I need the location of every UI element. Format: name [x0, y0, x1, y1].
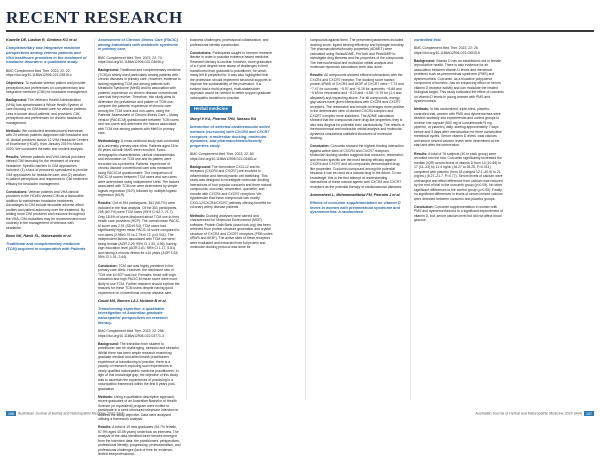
section-text: A cross-sectional study was conducted at a university primary care clinic. Patients aged 18 to 80 years old with MetS were recruited. Socio-demographic characteristics, clinical characteristics and information on TCM use and its pattern were recorded via a proforma. Patients' experience of chronic disease conventional care was measured using PACIC-M questionnaire. The comparison of PACIC-M scores between TCM users and non-users were determined using independent t-test. The factors associated with TCM use were determined by simple logistic regression (SLR) followed by multiple logistic regression (MLR). — [98, 139, 180, 198]
article-title[interactable]: controlled trial. — [414, 38, 442, 42]
abstract-conclusions — [310, 144, 405, 189]
section-text: TCM use was highly prevalent in the primary care clinic. However, the disclosure rate of TCM use to HCP was low. Females, those with high education and high PACIC-M mean score were more likely to use TCM. Further research should explore the reasons for these TCM users despite having good experience on conventional chronic disease care. — [98, 263, 180, 295]
article-authors: Ameeraheel L, Mohammadibeld FM, Peeraim J et al. — [310, 192, 401, 197]
heading-rule — [6, 30, 594, 32]
page-number-right: 157 — [586, 411, 592, 416]
abstract-conclusion — [98, 264, 181, 296]
abstract-background — [414, 59, 504, 104]
article-citation[interactable]: BMC Complement Med Ther. 2022; 22: 298. https://doi.org/10.1186/s12906-022-03771-3 — [98, 329, 165, 338]
section-text: Vitamin D has an established role in female reproductive health. There is also evidence for an association between vitamin D levels and menstrual problems such as premenstrual syndrome (PMS) and dysmenorrhea. Curcumin, as a bioactive polyphenol component of turmeric, has an enhancing effect on serum vitamin D receptor activity and can modulate the related biological target. This study evaluated the effect of curcumin on vitamin D levels in young women with PMS and dysmenorrhea. — [414, 58, 504, 104]
abstract-results — [310, 73, 405, 141]
abstract-results — [98, 425, 181, 457]
section-label: Background: — [190, 164, 211, 169]
abstract-background — [190, 165, 273, 210]
abstract-background — [98, 342, 181, 392]
article-citation[interactable]: BMC Complement Med Ther. 2022; 22: 74. https://doi.org/10.1186/s12906-022-03546-y — [98, 55, 164, 65]
section-label: Methods: — [6, 128, 22, 133]
section-label: Conclusions: — [6, 189, 28, 194]
section-text: Participants sought to become research literate in order to practise evidence based medicine. Research literacy is unclear, however, more graduates of a 4 year degree were aware of challenges in their transitioned from graduate to practitioner, for which many felt ill prepared for. It was also highlighted that the profession should implement structural supports to improve the sustainability of the profession. It is evident that a multi-pronged, multi-stakeholder approach would be needed to better support graduate naturopaths transition to practice. — [190, 50, 273, 100]
article-authors: Kuwelle DE, Liadow R, Gimbera KG et al. — [6, 38, 78, 42]
abstract-conclusion — [414, 205, 504, 223]
article-citation[interactable]: BMC Complement Med Ther. 2022; 22: 22. https://doi.org/10.1186/s12906-021-03515-x — [6, 68, 72, 77]
section-text: Curcumin showed the highest binding interaction against active sites of CXCR4 and CXCR7 receptors. Molecular docking studies suggests that curcumin, resveratrol, and emodin specific are the most binding efficacy against CXCR4 and CXCR7 and all compounds demonstrated drug-like properties. Curcumin compound among the potential because it can be used as a natural drug in the future. To our knowledge, this is the first attempt at understanding interactions of these natural agents with CXCR4 and CXCR7 receptors as the potential therapy of cardiovascular diseases. — [310, 144, 404, 189]
column-divider — [305, 38, 306, 400]
article-title[interactable]: Complementary and integrative medicine perspectives among veteran patients and VHA healthcare providers in the treatment of headache disorders: a qualitative study. — [6, 46, 87, 65]
section-label: Results: — [6, 154, 20, 159]
section-text: Curcumin supplementation in women with PMS and dysmenorrhea led to a significant improvement of vitamin D, but, serum calcium level but did not affect blood glucose. — [414, 204, 503, 223]
section-heading: RECENT RESEARCH — [6, 8, 183, 27]
article-title[interactable]: Assessment of Chronic Illness Care (PACIC) among individuals with metabolic syndrome in primary care. — [98, 38, 178, 52]
abstract-background — [6, 98, 89, 125]
column-2 — [98, 38, 181, 457]
page-footer — [6, 410, 594, 417]
section-label: Background: — [98, 68, 119, 73]
abstract-results — [414, 152, 504, 202]
section-label: Conclusion: — [98, 263, 118, 268]
section-text: The Veterans Health Administration (VHA) has spearheaded a Whole Health System of care focusing on CIM-based care for veteran patients. Less is known about patients' and providers' CIM perceptions and preferences for chronic headache management. — [6, 98, 87, 125]
continued-text: business challenges; professional collaboration; and professional identity construction. — [190, 38, 269, 47]
abstract-conclusions — [6, 190, 89, 231]
article-title[interactable]: Interaction of selected cardiovascular active extracts (curcumin) with CXCR4 and CXCR7 receptors: a molecular docking, molecular dynamics, and pharmacokinetic/toxicity properties study. — [190, 125, 270, 149]
section-text: Veteran patients and VHA clinical providers in the HCoEs viewed CIM as a favourable addition to mainstream headache treatments. Advantages to CIM include favorable adverse effect profiles and patient autonomy over the treatment. By adding more CIM providers and resource throughout the VHA, CIM modalities may be recommended more routinely in the management of veterans with headache. — [6, 189, 87, 230]
section-label: Results: — [98, 425, 112, 430]
section-label: Methods: — [190, 213, 206, 218]
column-divider — [410, 38, 411, 400]
journal-name-right: Australian Journal of Herbal and Naturopathic Medicine 2022 34(4) — [475, 411, 582, 416]
column-3 — [190, 38, 273, 400]
article-citation[interactable]: BMC Complement Med Ther. 2022; 22: 26. https://doi.org/10.1186/s12906-022-03515-6 — [414, 46, 480, 55]
abstract-objectives — [6, 81, 89, 95]
section-label: Methods: — [98, 394, 114, 399]
section-label: Methods: — [414, 107, 430, 112]
section-text: All compounds showed efficient interactions with the CXCR4 and CXCR7 receptor. The docking score toward protein 4RWS of CXCR4 and 6K3P of CXCR7 were −7.73 and −7.47 for curcumin, −5.97 and −6.19 for quercetin, −5.66 and −5.65 for resveratrol and −5.23 and −4.98, −5.79 for (1,4 and alkylated)-aryl-inspecting above. For all compounds, energy gap values have given interactions with CXCR4 and CXCR7 receptors. The resveratrol and emodin leverages more positive in the determinant view of docked CXCR4 complex and CXCR7 complex more stabilized. The ADME calculation showed that the compounds have drug-like properties; they is also less illogical for potential toxic cardiotoxicity. The results of thermochemical and molecular orbital analysis and molecular dynamics simulations validated structures of molecular docking. — [310, 73, 405, 141]
section-text: Using a qualitative descriptive approach, recent graduates of an Australian Bachelor of Health Science (or equivalent) program were invited to participate in a semi-structured telephone interview to address the study objective. Data were analysed utilising a framework analysis. — [98, 394, 179, 422]
column-5 — [414, 38, 504, 400]
journal-name-left: Australian Journal of Herbal and Naturopathic Medicine 2022 34(4) — [18, 411, 125, 416]
section-text: Traditional and complementary medicine (TCM) is widely used particularly among patients with chronic diseases in primary care. However, evidence is lacking regarding TCM use among patients with Metabolic Syndrome (MetS) and its association with patients' experience on chronic disease conventional care that they receive. Therefore, this study aims to determine the prevalence and pattern of TCM use; compare the patients' experience of chronic care among the TCM users and non-users, using the Patients' Assessment of Chronic Illness Care – Malay version (PACIC-M) questionnaire between TCM users and non-users and determine the factors associated with TCM use among patients with MetS in primary care. — [98, 68, 181, 136]
column-4 — [310, 38, 405, 400]
section-label: Conclusion: — [310, 144, 330, 149]
abstract-methods — [190, 214, 273, 250]
section-label: Background: — [6, 98, 27, 103]
section-label: Results: — [98, 201, 112, 206]
section-label: Results: — [310, 73, 324, 78]
abstract-results — [98, 201, 181, 260]
abstract-results — [6, 155, 89, 187]
section-label: Conclusion: — [414, 204, 434, 209]
article-title[interactable]: Transforming expertise: a qualitative investigation of Australian graduate naturopaths' perspectives on research literacy. — [98, 306, 168, 325]
section-label: Conclusions: — [190, 50, 212, 55]
section-text: Docking analyses were carried and characterized for Molecular Environment (MOE) software. Protein Data Bank (www.rcsb.org) has been retrieved from protein structure generation and crystal structure of CXCR4 and CXCR7 receptors (PDB codes 4RWS and 6K3P). The active sites of these receptors were evaluated and extracted from full protein and molecular docking protocol was done for — [190, 213, 273, 250]
article-authors: Bose NK, Ranik SL, Maheswathi et al. — [6, 234, 72, 239]
footer-left — [6, 411, 124, 416]
article-citation[interactable]: BMC Complement Med Ther. 2022; 22: 80. https://doi.org/10.1186/s12906-021-03480-w — [190, 152, 257, 161]
page-number-left: 156 — [8, 411, 14, 416]
section-label: Results: — [414, 151, 428, 156]
section-text: In this randomized, triple-blind, placebo-controlled trial, women with PMS and dysmenorrhea were divided randomly into experimental and control groups to receive one capsule (500 mg of curcuminoids+5 mg piperine, or placebo) daily, starting approximately 7 days before and 3 days after menstruation for three consecutive menstrual cycles. Serum vitamin D levels, total calcium, and serum ionized calcium levels were determined at the start and after the intervention. — [414, 107, 502, 148]
section-text: To evaluate veteran patient and provider perceptions and preferences on complementary and integrative medicine (CIM) for headache management. — [6, 81, 88, 95]
abstract-background — [98, 68, 181, 136]
article-authors: Munyl V KA, Pharma THN, Nassau RA — [190, 117, 257, 122]
section-label: Background: — [414, 58, 435, 63]
column-divider — [94, 38, 95, 400]
section-text: A total of 76 subjects (40 in each group) were recruited into the trial. Curcumin significantly increased the median (IQR) serum levels of vitamin D from 14 (10.65) to 17 (11–13) by 11.4 ng/dL (16.27 to 28.25, P=0.011), compared with placebo (from 18 (ranged 12.1–20.9) to 21 (ng/mL) (5.27–21.7, P=0.77). Serum levels of calcium were unchanged and effect difference from calcium was reduced by the end of trial in the curcumin group (p<0.05). No other significant differences in the control group (p>0.05). Finally, no significant differences in levels of serum ionized calcium were detected between curcumin and placebo groups. — [414, 151, 503, 201]
column-1 — [6, 38, 89, 400]
abstract-methods — [98, 395, 181, 422]
section-text: Veteran patients and VHA clinical providers viewed CIM favorably for the treatment of chronic headache. Specific barriers to CIM approaches included: (1) a lack of personnel specialized to provide CIM approaches for headache care, and (2) variation in patient perceptions and responses to CIM treatment efficacy for headache management. — [6, 154, 88, 186]
section-text: The chemokine CXCL12 and its receptors (CXCR4 and CXCR7) are involved in inflammation and hemodynamic cell trafficking. This study was designed to investigate molecular docking interactions of four popular curcumin and three natural compounds: curcumin, resveratrol, quercetin, and emodin with CXCR4 and CXCR7 receptors. We hypothesize that these compounds can modify CXCL12/CXCR4/CXCR7 pathway offering benefits for coronary artery disease patients. — [190, 164, 272, 210]
section-text: The transition from student to practitioner can be challenging, stressful and stressful. Whilst there has been ample research examining graduate medical and allied health practitioners experience of transitioning to practice, there is a paucity of research exploring such experiences in newly qualified naturopathic medicine practitioners. In light of this knowledge gap, the objective of this study was to ascertain the experiences of practising in a naturopathic framework within the first 5 years post-graduation. — [98, 341, 180, 391]
abstract-methods — [98, 139, 181, 198]
footer-right — [476, 411, 594, 416]
herbal-medicine-tag: Herbal medicine — [190, 106, 232, 114]
article-title[interactable]: Effects of curcumin supplementation on vitamin D levels in women with premenstrual syndrome and dysmenorrhea: a randomized — [310, 200, 401, 215]
section-label: Methodology: — [98, 139, 121, 144]
section-text: Out of 394 participants, 361 (66.7%) were included in the final analysis. Of the 361 participants, 205 (60.7%) were TCM users (95% CI 62.7, 71.7). Only 18.6% of users disclosed about TCM use to their health care providers (HCP). The overall mean PACIC-M score was 2.91 (SD±0.94). TCM users had significantly higher mean PACIC-M score compared to non-users (2.98±0.79 vs 2.79±0.72, p=0.041). The independent factors associated with TCM use were: being female (AOR 2.29; 95% CI 1.33, 4.96), having high education level (AOR 2.61; 95% CI 1.17, 5.81) and having a chronic illness for ≥10 years (AOR 1.63; 95% CI 1.01, 2.64). — [98, 201, 181, 260]
abstract-methods — [414, 107, 504, 148]
section-label: Objectives: — [6, 81, 25, 86]
article-authors: Gould MS, Barnes LAJ, Mclamb B et al. — [98, 298, 167, 303]
abstract-methods — [6, 129, 89, 152]
section-label: Background: — [98, 341, 119, 346]
column-divider — [186, 38, 187, 400]
continued-text: compounds against them. The presented parameters included docking score, ligand binding efficiency and hydrogen bonding. The pharmacokinetic/toxicity properties (ADMET) were calculated using SwissADME, ProToxII and PkcsSMIR to investigate drug likeness and the properties of the compounds. The thermochemical and molecular orbital analysis and molecular dynamics simulations were also done. — [310, 38, 405, 69]
abstract-conclusions — [190, 51, 273, 101]
article-title[interactable]: Traditional and complementary medicine (TCM) acquired in cooperation with Patients — [6, 242, 86, 251]
section-text: A total of 19 new graduates (94.7% female, 57.9% aged 40-59 years) undertook an interview. The analysis of the data identified three themes emerged from the interview data: the practitioners' perspectives; professional identity; progressing; professionalism; and professional challenges (lack of time for evidence; limited interprofessional... — [98, 425, 181, 457]
section-text: We conducted semistructured interviews with 24 veteran patients diagnosed with headache and 41 clinical providers across 12 VHA Headache Centers of Excellence (HCoE), from January 2019 to March 2020. We conducted thematic and content analysis. — [6, 128, 89, 151]
